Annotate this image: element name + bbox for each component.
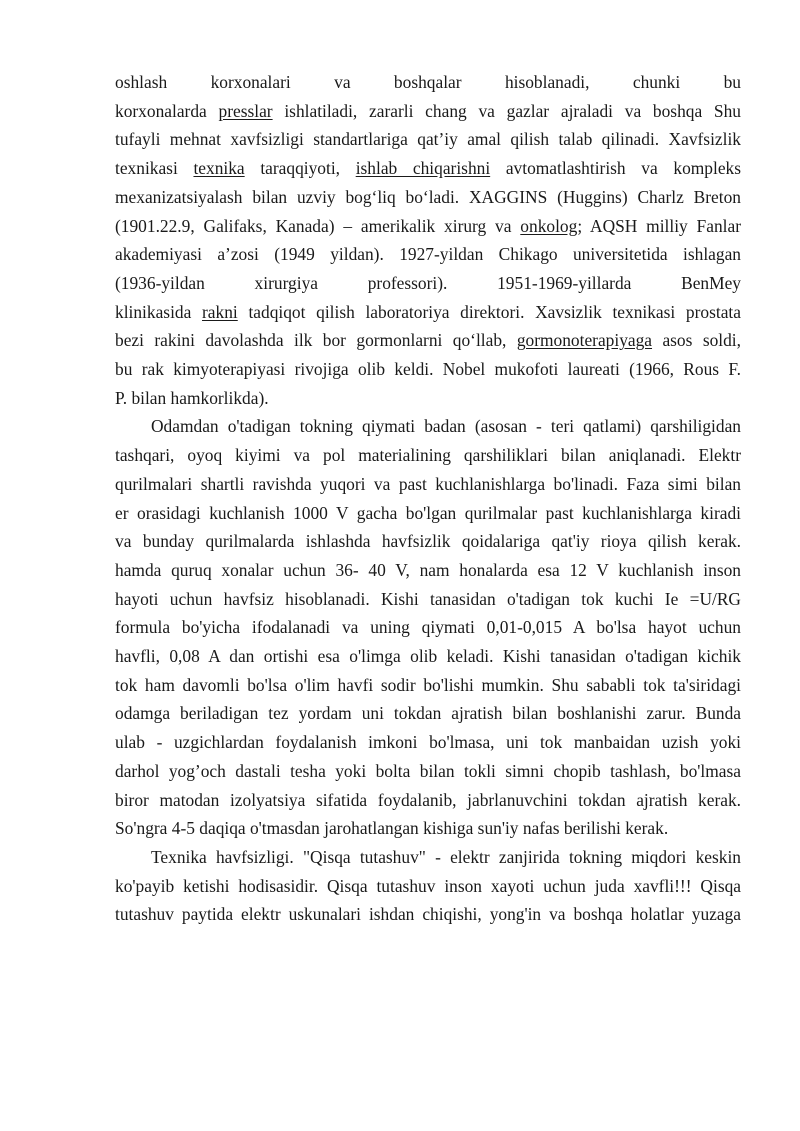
text-line: biror matodan izolyatsiya sifatida foydalanib, jabrlanuvchini tokdan ajratish kerak. <box>115 789 741 810</box>
text-span: avtomatlashtirish va kompleks <box>490 158 741 179</box>
text-line <box>115 154 741 183</box>
text-line: P. bilan hamkorlikda). <box>115 387 269 408</box>
link-ishlab-chiqarishni[interactable]: ishlab chiqarishni <box>355 158 491 179</box>
text-line: oshlash korxonalari va boshqalar hisoblanadi, chunki bu <box>115 72 741 92</box>
text-line <box>115 326 741 355</box>
text-line: tutashuv paytida elektr uskunalari ishdan chiqishi, yong'in va boshqa holatlar yuzaga <box>115 904 741 925</box>
text-line: So'ngra 4-5 daqiqa o'tmasdan jarohatlangan kishiga sun'iy nafas berilishi kerak. <box>115 818 669 839</box>
text-line <box>115 298 741 327</box>
text-span: tadqiqot qilish laboratoriya direktori. Xavsizlik texnikasi prostata <box>237 301 741 322</box>
text-line: ko'payib ketishi hodisasidir. Qisqa tutashuv inson xayoti uchun juda xavfli!!! Qisqa <box>115 875 741 896</box>
text-line: Odamdan o'tadigan tokning qiymati badan (asosan - teri qatlami) qarshiligidan <box>151 416 741 437</box>
text-line: (1936-yildan xirurgiya professori). 1951-1969-yillarda BenMey <box>115 272 741 293</box>
text-line: bu rak kimyoterapiyasi rivojiga olib keldi. Nobel mukofoti laureati (1966, Rous F. <box>115 359 741 380</box>
text-line: formula bo'yicha ifodalanadi va uning qiymati 0,01-0,015 A bo'lsa hayot uchun <box>115 617 741 638</box>
text-span: korxonalarda <box>115 100 219 121</box>
text-line: tok ham davomli bo'lsa o'lim havfi sodir bo'lishi mumkin. Shu sababli tok ta'siridagi <box>115 674 741 695</box>
text-line: va bunday qurilmalarda ishlashda havfsizlik qoidalariga qat'iy rioya qilish kerak. <box>115 531 741 552</box>
text-line: hamda quruq xonalar uchun 36- 40 V, nam honalarda esa 12 V kuchlanish inson <box>115 559 741 580</box>
link-presslar[interactable]: presslar <box>218 100 273 121</box>
text-span: ishlatiladi, zararli chang va gazlar ajraladi va boshqa Shu <box>272 100 741 121</box>
link-texnika[interactable]: texnika <box>193 158 245 179</box>
text-span: klinikasida <box>115 301 203 322</box>
paragraph-1 <box>115 68 741 412</box>
link-gormonoterapiyaga[interactable]: gormonoterapiyaga <box>516 330 653 351</box>
text-line: qurilmalari shartli ravishda yuqori va past kuchlanishlarga bo'linadi. Faza simi bilan <box>115 473 741 494</box>
paragraph-3 <box>115 843 741 929</box>
text-line: havfli, 0,08 A dan ortishi esa o'limga olib keladi. Kishi tanasidan o'tadigan kichik <box>115 646 741 667</box>
text-line: odamga beriladigan tez yordam uni tokdan ajratish bilan boshlanishi zarur. Bunda <box>115 703 741 724</box>
text-span: ; AQSH milliy Fanlar <box>577 215 741 236</box>
text-line: tashqari, oyoq kiyimi va pol materialining qarshiliklari bilan aniqlanadi. Elektr <box>115 445 741 466</box>
text-line: Texnika havfsizligi. "Qisqa tutashuv" - elektr zanjirida tokning miqdori keskin <box>151 846 741 867</box>
text-line <box>115 97 741 126</box>
text-line: tufayli mehnat xavfsizligi standartlariga qat’iy amal qilish talab qilinadi. Xavfsizlik <box>115 129 741 150</box>
text-span: (1901.22.9, Galifaks, Kanada) – amerikalik xirurg va <box>115 215 521 236</box>
paragraph-2 <box>115 412 741 843</box>
text-line: ulab - uzgichlardan foydalanish imkoni bo'lmasa, uni tok manbaidan uzish yoki <box>115 732 741 753</box>
link-onkolog[interactable]: onkolog <box>520 215 578 236</box>
link-rakni[interactable]: rakni <box>202 301 238 322</box>
text-span: texnikasi <box>115 158 194 179</box>
text-line: er orasidagi kuchlanish 1000 V gacha bo'lgan qurilmalar past kuchlanishlarga kiradi <box>115 502 741 523</box>
document-page <box>115 68 741 929</box>
text-span: bezi rakini davolashda ilk bor gormonlarni qo‘llab, <box>115 330 517 351</box>
text-line: darhol yog’och dastali tesha yoki bolta bilan tokli simni chopib tashlash, bo'lmasa <box>115 760 741 781</box>
text-line: akademiyasi a’zosi (1949 yildan). 1927-yildan Chikago universitetida ishlagan <box>115 244 741 265</box>
text-line: mexanizatsiyalash bilan uzviy bog‘liq bo‘ladi. XAGGINS (Huggins) Charlz Breton <box>115 186 741 207</box>
text-line <box>115 212 741 241</box>
text-line: hayoti uchun havfsiz hisoblanadi. Kishi tanasidan o'tadigan tok kuchi Ie =U/RG <box>115 588 741 609</box>
text-span: taraqqiyoti, <box>244 158 356 179</box>
text-span: asos soldi, <box>652 330 741 351</box>
